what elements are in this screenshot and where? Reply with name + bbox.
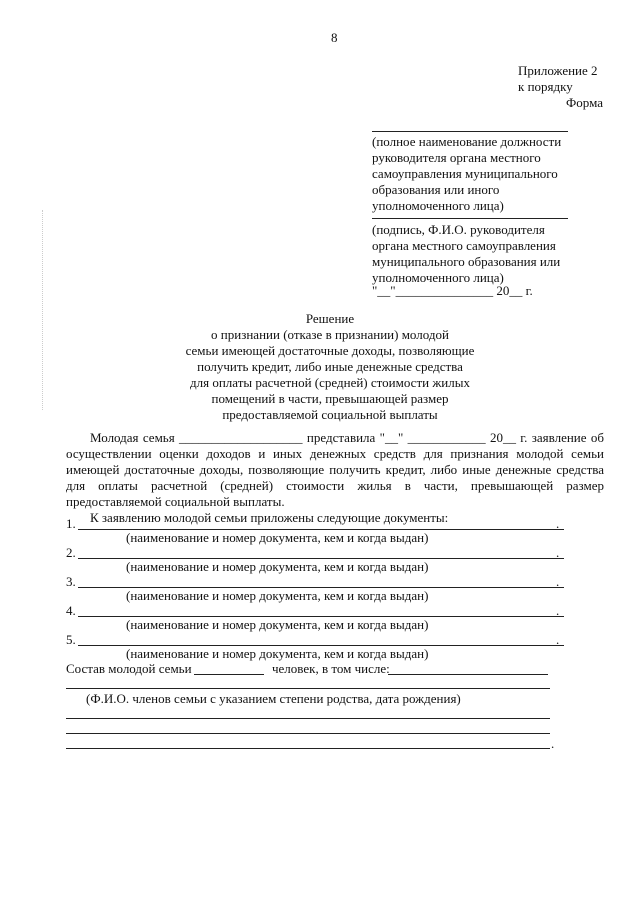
appendix-header bbox=[490, 63, 603, 111]
family-members-line bbox=[66, 733, 550, 734]
document-item: 2. . bbox=[66, 545, 566, 559]
title-line: о признании (отказе в признании) молодой bbox=[211, 327, 449, 342]
family-members-line bbox=[66, 688, 550, 689]
document-caption: (наименование и номер документа, кем и когда выдан) bbox=[126, 646, 429, 661]
document-blank-line bbox=[78, 529, 564, 530]
signature-caption-line: муниципального образования или bbox=[372, 254, 561, 269]
position-caption-line: образования или иного bbox=[372, 182, 500, 197]
title-line: получить кредит, либо иные денежные средства bbox=[197, 359, 463, 374]
margin-mark bbox=[42, 210, 44, 410]
document-item: 1. . bbox=[66, 516, 566, 530]
family-members-blank-line bbox=[388, 674, 548, 675]
document-number: 1. bbox=[66, 516, 76, 531]
family-members-line bbox=[66, 748, 550, 749]
signature-caption-line: уполномоченного лица) bbox=[372, 270, 504, 285]
statement-line: Молодая семья ___________________ представила "__" ____________ 20__ г. заявление об bbox=[90, 430, 604, 445]
statement-line: имеющей достаточные доходы, позволяющие получить кредит, либо иные денежные средства bbox=[66, 462, 604, 477]
document-number: 5. bbox=[66, 632, 76, 647]
document-number: 2. bbox=[66, 545, 76, 560]
position-caption-line: руководителя органа местного bbox=[372, 150, 541, 165]
title-line: помещений в части, превышающей размер bbox=[211, 391, 449, 406]
document-caption: (наименование и номер документа, кем и когда выдан) bbox=[126, 530, 429, 545]
position-caption bbox=[372, 134, 592, 214]
position-caption-line: уполномоченного лица) bbox=[372, 198, 504, 213]
appendix-number: Приложение 2 bbox=[518, 63, 598, 78]
signature-caption bbox=[372, 222, 592, 286]
document-blank-line bbox=[78, 587, 564, 588]
decision-title bbox=[180, 311, 480, 423]
document-caption: (наименование и номер документа, кем и когда выдан) bbox=[126, 617, 429, 632]
documents-list bbox=[66, 516, 566, 661]
form-label: Форма bbox=[566, 95, 603, 110]
decision-heading: Решение bbox=[305, 311, 355, 326]
document-caption: (наименование и номер документа, кем и когда выдан) bbox=[126, 588, 429, 603]
family-composition-label: Состав молодой семьи bbox=[66, 661, 192, 676]
page-number: 8 bbox=[331, 30, 338, 45]
document-number: 3. bbox=[66, 574, 76, 589]
attached-documents-intro: К заявлению молодой семьи приложены следующие документы: bbox=[90, 510, 449, 525]
position-caption-line: самоуправления муниципального bbox=[372, 166, 558, 181]
title-line: семьи имеющей достаточные доходы, позволяющие bbox=[185, 343, 475, 358]
document-item: 5. . bbox=[66, 632, 566, 646]
decision-date-line: "__"_______________ 20__ г. bbox=[372, 283, 533, 298]
family-members-label: человек, в том числе: bbox=[272, 661, 390, 676]
document-item: 3. . bbox=[66, 574, 566, 588]
family-composition bbox=[66, 661, 566, 677]
position-blank-line bbox=[372, 131, 568, 132]
statement-paragraph bbox=[66, 430, 604, 526]
document-blank-line bbox=[78, 645, 564, 646]
signature-caption-line: (подпись, Ф.И.О. руководителя bbox=[372, 222, 545, 237]
position-caption-line: (полное наименование должности bbox=[372, 134, 562, 149]
family-count-blank-line bbox=[194, 674, 264, 675]
statement-line: осуществлении оценки доходов и иных денежных средств для признания молодой семьи bbox=[66, 446, 604, 461]
title-line: предоставляемой социальной выплаты bbox=[222, 407, 438, 422]
family-members-caption: (Ф.И.О. членов семьи с указанием степени родства, дата рождения) bbox=[86, 691, 461, 706]
appendix-order: к порядку bbox=[518, 79, 573, 94]
document-number: 4. bbox=[66, 603, 76, 618]
signature-blank-line bbox=[372, 218, 568, 219]
document-blank-line bbox=[78, 558, 564, 559]
signature-caption-line: органа местного самоуправления bbox=[372, 238, 556, 253]
document-blank-line bbox=[78, 616, 564, 617]
title-line: для оплаты расчетной (средней) стоимости жилых bbox=[190, 375, 470, 390]
statement-line: для оплаты расчетной (средней) стоимости жилья в части, превышающей размер bbox=[66, 478, 604, 493]
statement-line: предоставляемой социальной выплаты. bbox=[66, 494, 285, 509]
document-caption: (наименование и номер документа, кем и когда выдан) bbox=[126, 559, 429, 574]
document-item: 4. . bbox=[66, 603, 566, 617]
end-period: . bbox=[551, 736, 555, 751]
family-members-line bbox=[66, 718, 550, 719]
